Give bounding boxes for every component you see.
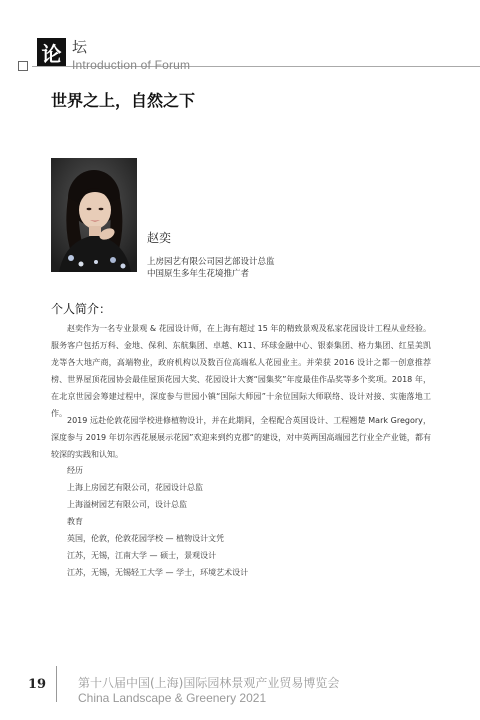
person-name: 赵奕 — [147, 231, 172, 245]
bio-paragraph — [51, 320, 431, 422]
page-number: 19 — [28, 677, 47, 692]
expo-title-cn: 第十八届中国(上海)国际园林景观产业贸易博览会 — [78, 676, 340, 690]
bio-paragraph-2: 2019 远赴伦敦花园学校进修植物设计，并在此期间，全程配合英国设计、工程翘楚 Mark Gregory，深度参与 2019 年切尔西花展展示花园”欢迎来到约克郡“的建设，对中英两国高端园艺行业全产业链，都有较深的实践和认知。 — [51, 416, 431, 459]
education-label: 教育 — [67, 517, 83, 526]
portrait-photo — [51, 158, 137, 272]
section-badge: 论 — [37, 38, 66, 67]
list-item: 上海上房园艺有限公司，花园设计总监 — [67, 483, 203, 492]
list-item: 英国，伦敦，伦敦花园学校 — 植物设计文凭 — [67, 534, 225, 543]
list-item: 江苏，无锡，无锡轻工大学 — 学士，环境艺术设计 — [67, 568, 249, 577]
section-char: 坛 — [72, 38, 88, 56]
footer-divider — [56, 666, 57, 702]
bio-section-title: 个人简介： — [51, 302, 112, 316]
expo-title-en: China Landscape & Greenery 2021 — [78, 691, 267, 705]
role-line: 上房园艺有限公司园艺部设计总监 — [147, 257, 275, 267]
bio-paragraph-1: 赵奕作为一名专业景观 & 花园设计师，在上海有超过 15 年的精致景观及私家花园设计工程从业经验。服务客户包括万科、金地、保利、东航集团、卓越、K11、环球金融中心、银泰集团、格力集团、红星美凯龙等各大地产商，高端物业，政府机构以及数百位高端私人花园业主。并荣获 2016 设计之都一创意推荐榜、世界屋顶花园协会最佳屋顶花园大奖、花园设计大赛“园集奖”年度最佳作品奖等多个奖项。2018 年，在北京世园会筹建过程中，深度参与世园小镇“国际大师园”十余位国际大师联络、设计对接、实施落地工作。 — [51, 324, 431, 418]
bio-paragraph — [51, 412, 431, 463]
list-item: 上海溢树园艺有限公司，设计总监 — [67, 500, 187, 509]
role-line: 中国原生多年生花境推广者 — [147, 269, 250, 279]
list-item: 江苏，无锡，江南大学 — 硕士，景观设计 — [67, 551, 217, 560]
experience-label: 经历 — [67, 466, 83, 475]
header-square-marker — [18, 61, 28, 71]
article-title: 世界之上，自然之下 — [51, 91, 196, 110]
section-subtitle: Introduction of Forum — [72, 58, 191, 72]
